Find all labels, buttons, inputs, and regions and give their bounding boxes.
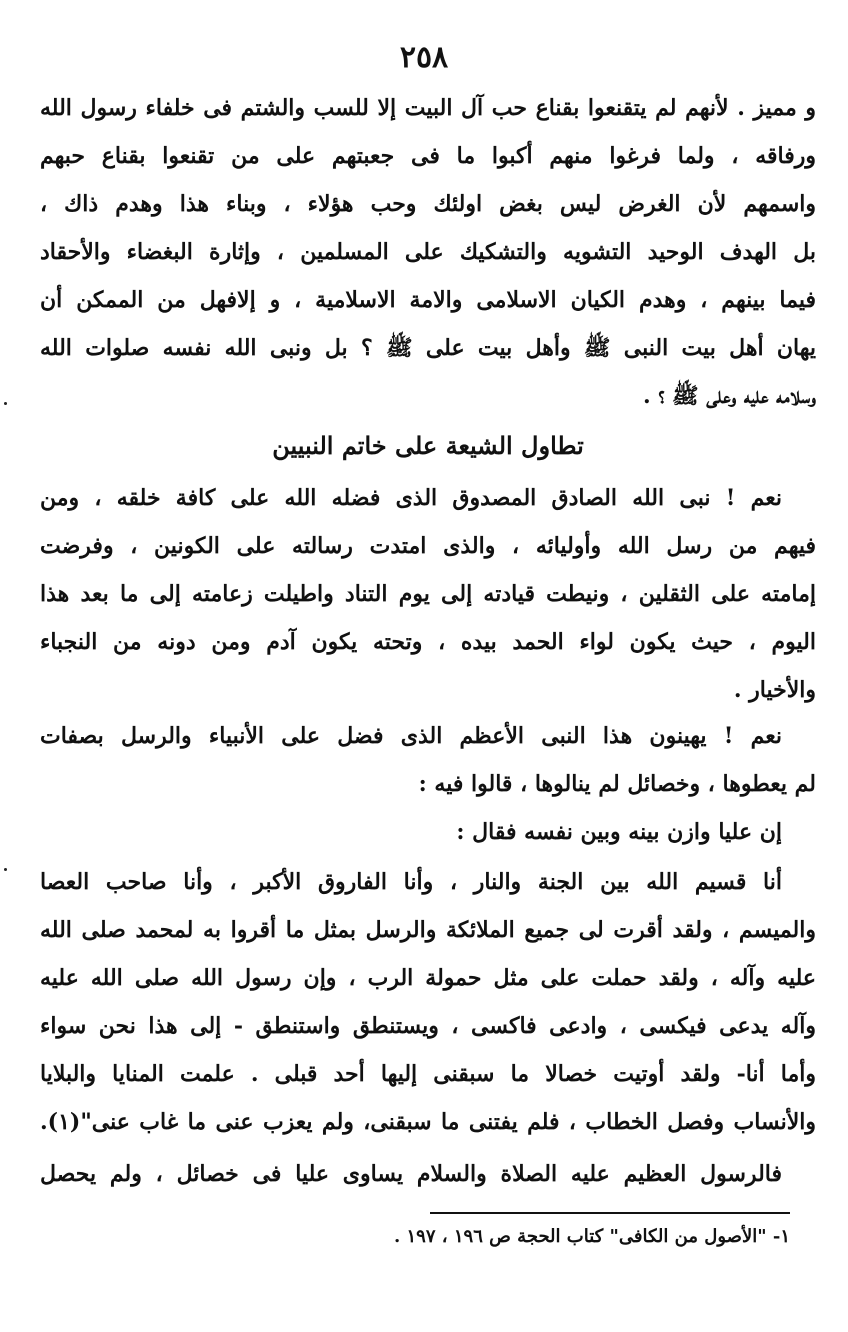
paragraph-4: [40, 1150, 816, 1198]
text-line: نعم ! نبى الله الصادق المصدوق الذى فضله الله على كافة خلقه ، ومن: [40, 485, 782, 511]
text-line: فيما بينهم ، وهدم الكيان الاسلامى والامة الاسلامية ، و إلافهل من الممكن أن: [40, 287, 816, 313]
text-line: نعم ! يهينون هذا النبى الأعظم الذى فضل على الأنبياء والرسل بصفات: [40, 723, 782, 749]
text-line: واسمهم لأن الغرض ليس بغض اولئك وحب هؤلاء ، وبناء هذا وهدم ذاك ،: [40, 191, 816, 217]
paragraph-3: [40, 712, 816, 856]
text-line: وسلامه عليه وعلى ﷺ ؟ .: [643, 383, 816, 409]
text-line: أنا قسيم الله بين الجنة والنار ، وأنا الفاروق الأكبر ، وأنا صاحب العصا: [40, 869, 782, 895]
text-line: و مميز . لأنهم لم يتقنعوا بقناع حب آل البيت إلا للسب والشتم فى خلفاء رسول الله: [40, 95, 816, 121]
text-line: فيهم من رسل الله وأوليائه ، والذى امتدت رسالته على الكونين ، وفرضت: [40, 533, 816, 559]
text-line: وأما أنا- ولقد أوتيت خصالا ما سبقنى إليها أحد قبلى . علمت المنايا والبلايا: [40, 1061, 816, 1087]
section-heading-block: [40, 422, 816, 470]
margin-dot: [4, 868, 7, 871]
page-number: ٢٥٨: [399, 40, 449, 75]
text-line: وآله يدعى فيكسى ، وادعى فاكسى ، ويستنطق واستنطق - إلى هذا نحن سواء: [40, 1013, 816, 1039]
text-line: فالرسول العظيم عليه الصلاة والسلام يساوى عليا فى خصائل ، ولم يحصل: [40, 1161, 782, 1187]
paragraph-1: [40, 84, 816, 420]
text-line: عليه وآله ، ولقد حملت على مثل حمولة الرب ، وإن رسول الله صلى الله عليه: [40, 965, 816, 991]
text-line: اليوم ، حيث يكون لواء الحمد بيده ، وتحته يكون آدم ومن دونه من النجباء: [40, 629, 816, 655]
footnote: ١- "الأصول من الكافى" كتاب الحجة ص ١٩٦ ، ١٩٧ .: [393, 1226, 790, 1247]
footnote-divider: [430, 1212, 790, 1214]
text-line: لم يعطوها ، وخصائل لم ينالوها ، قالوا فيه :: [418, 771, 816, 797]
text-line: ورفاقه ، ولما فرغوا منهم أكبوا ما فى جعبتهم على من تقنعوا بقناع حبهم: [40, 143, 816, 169]
text-line: والأنساب وفصل الخطاب ، فلم يفتنى ما سبقنى، ولم يعزب عنى ما غاب عنى"(١).: [40, 1109, 816, 1135]
margin-dot: [4, 402, 7, 405]
text-line: بل الهدف الوحيد التشويه والتشكيك على المسلمين ، وإثارة البغضاء والأحقاد: [40, 239, 816, 265]
text-line: والأخيار .: [733, 677, 816, 703]
text-line: والميسم ، ولقد أقرت لى جميع الملائكة والرسل بمثل ما أقروا به لمحمد صلى الله: [40, 917, 816, 943]
text-line: إن عليا وازن بينه وبين نفسه فقال :: [456, 819, 782, 845]
section-heading: تطاول الشيعة على خاتم النبيين: [272, 431, 584, 460]
text-line: يهان أهل بيت النبى ﷺ وأهل بيت على ﷺ ؟ بل ونبى الله نفسه صلوات الله: [40, 335, 816, 361]
quoted-passage: [40, 858, 816, 1146]
paragraph-2: [40, 474, 816, 714]
text-line: إمامته على الثقلين ، ونيطت قيادته إلى يوم التناد واطيلت زعامته إلى ما بعد هذا: [40, 581, 816, 607]
